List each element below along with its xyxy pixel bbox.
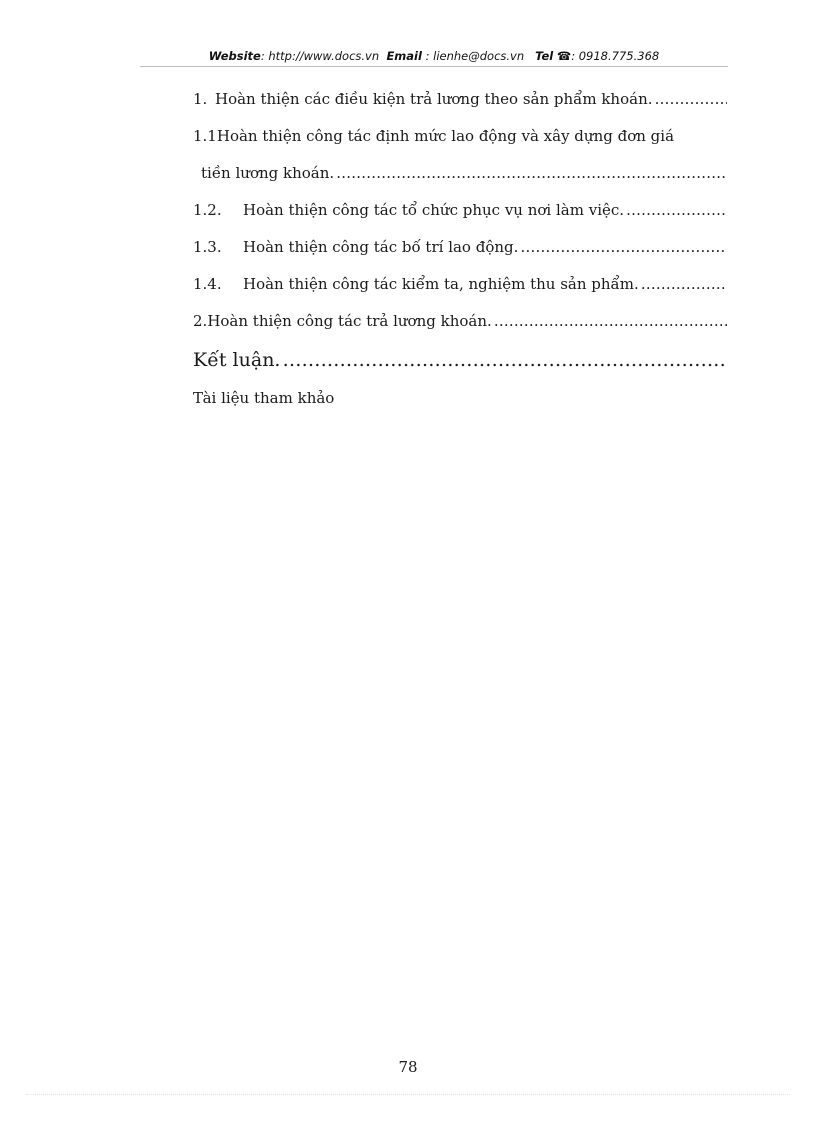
toc-entry-1-3	[193, 238, 727, 275]
phone-icon: ☎	[556, 49, 572, 63]
toc-entry-1-4	[193, 275, 727, 312]
toc-entry-title: Hoàn thiện công tác định mức lao động và xây dựng đơn giá	[216, 127, 675, 145]
toc-entry-title: Kết luận.	[193, 349, 281, 371]
toc-entry-conclusion	[193, 349, 727, 389]
toc-entry-number: 2.	[193, 312, 208, 330]
toc-entry-title: Hoàn thiện công tác kiểm ta, nghiệm thu sản phẩm.	[243, 275, 639, 293]
toc-leader-dots	[655, 90, 728, 108]
website-label: Website	[208, 49, 261, 63]
toc-entry-title: Tài liệu tham khảo	[193, 389, 335, 407]
toc-entry-number: 1.3.	[193, 238, 222, 256]
toc-leader-dots	[336, 164, 727, 182]
toc-entry-title: Hoàn thiện công tác trả lương khoán.	[207, 312, 492, 330]
tel-label: Tel	[535, 49, 554, 63]
toc-leader-dots	[520, 238, 727, 256]
toc-leader-dots	[641, 275, 727, 293]
toc-leader-dots	[626, 201, 727, 219]
toc-entry-1-2	[193, 201, 727, 238]
page-number: 78	[398, 1058, 418, 1076]
email-value: : lienhe@docs.vn	[421, 49, 525, 63]
toc-entry-1-1	[193, 127, 727, 164]
toc-entry-title: Hoàn thiện các điều kiện trả lương theo sản phẩm khoán.	[215, 90, 653, 108]
page-header	[140, 46, 728, 67]
toc-entry-references	[193, 389, 727, 426]
toc-leader-dots	[282, 349, 727, 371]
toc-leader-dots	[494, 312, 727, 330]
email-label: Email	[386, 49, 422, 63]
website-value: : http://www.docs.vn	[260, 49, 380, 63]
toc-entry-title: Hoàn thiện công tác bố trí lao động.	[243, 238, 519, 256]
toc-entry-2	[193, 312, 727, 349]
toc-entry-title: tiền lương khoán.	[201, 164, 335, 182]
toc-entry-number: 1.	[193, 90, 208, 108]
toc-entry-1-1-continued	[193, 164, 727, 201]
toc-entry-number: 1.1	[193, 127, 217, 145]
toc-entry-number: 1.4.	[193, 275, 222, 293]
toc-entry-title: Hoàn thiện công tác tổ chức phục vụ nơi làm việc.	[243, 201, 625, 219]
footer-divider	[26, 1094, 790, 1095]
tel-value: : 0918.775.368	[571, 49, 660, 63]
table-of-contents	[193, 90, 727, 426]
toc-entry-number: 1.2.	[193, 201, 222, 219]
toc-entry-1	[193, 90, 727, 127]
